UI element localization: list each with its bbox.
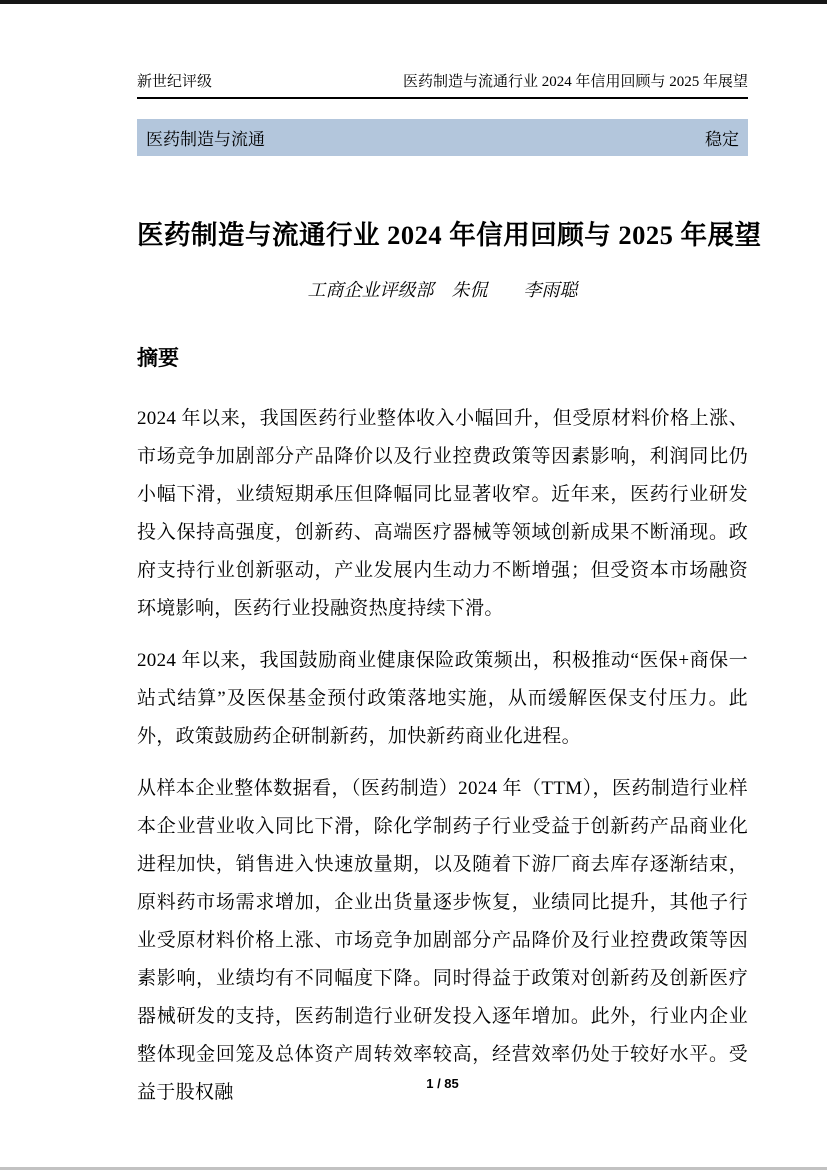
banner-industry-label: 医药制造与流通 [146,130,265,149]
banner-outlook-badge: 稳定 [705,130,739,149]
abstract-paragraph-1: 2024 年以来，我国医药行业整体收入小幅回升，但受原材料价格上涨、市场竞争加剧部分产品降价以及行业控费政策等因素影响，利润同比仍小幅下滑，业绩短期承压但降幅同比显著收窄。近年来，医药行业研发投入保持高强度，创新药、高端医疗器械等领域创新成果不断涌现。政府支持行业创新驱动，产业发展内生动力不断增强；但受资本市场融资环境影响，医药行业投融资热度持续下滑。 [137,408,748,619]
abstract-paragraph-2: 2024 年以来，我国鼓励商业健康保险政策频出，积极推动“医保+商保一站式结算”及医保基金预付政策落地实施，从而缓解医保支付压力。此外，政策鼓励药企研制新药，加快新药商业化进程。 [137,650,748,747]
section-heading-abstract: 摘要 [137,347,179,370]
document-page [137,0,762,1170]
header-brand: 新世纪评级 [137,74,213,90]
byline-authors: 工商企业评级部 朱侃 李雨聪 [307,280,578,300]
header-rule [137,97,748,99]
header-doc-title: 医药制造与流通行业 2024 年信用回顾与 2025 年展望 [402,74,748,90]
running-header [137,72,748,92]
abstract-body [137,400,748,1112]
industry-outlook-banner [137,119,748,156]
page-number: 1 / 85 [426,1076,459,1091]
abstract-paragraph-3: 从样本企业整体数据看，（医药制造）2024 年（TTM），医药制造行业样本企业营业收入同比下滑，除化学制药子行业受益于创新药产品商业化进程加快，销售进入快速放量期，以及随着下游厂商去库存逐渐结束，原料药市场需求增加，企业出货量逐步恢复，业绩同比提升，其他子行业受原材料价格上涨、市场竞争加剧部分产品降价及行业控费政策等因素影响，业绩均有不同幅度下降。同时得益于政策对创新药及创新医疗器械研发的支持，医药制造行业研发投入逐年增加。此外，行业内企业整体现金回笼及总体资产周转效率较高，经营效率仍处于较好水平。受益于股权融 [137,778,748,1103]
report-title: 医药制造与流通行业 2024 年信用回顾与 2025 年展望 [137,220,762,250]
